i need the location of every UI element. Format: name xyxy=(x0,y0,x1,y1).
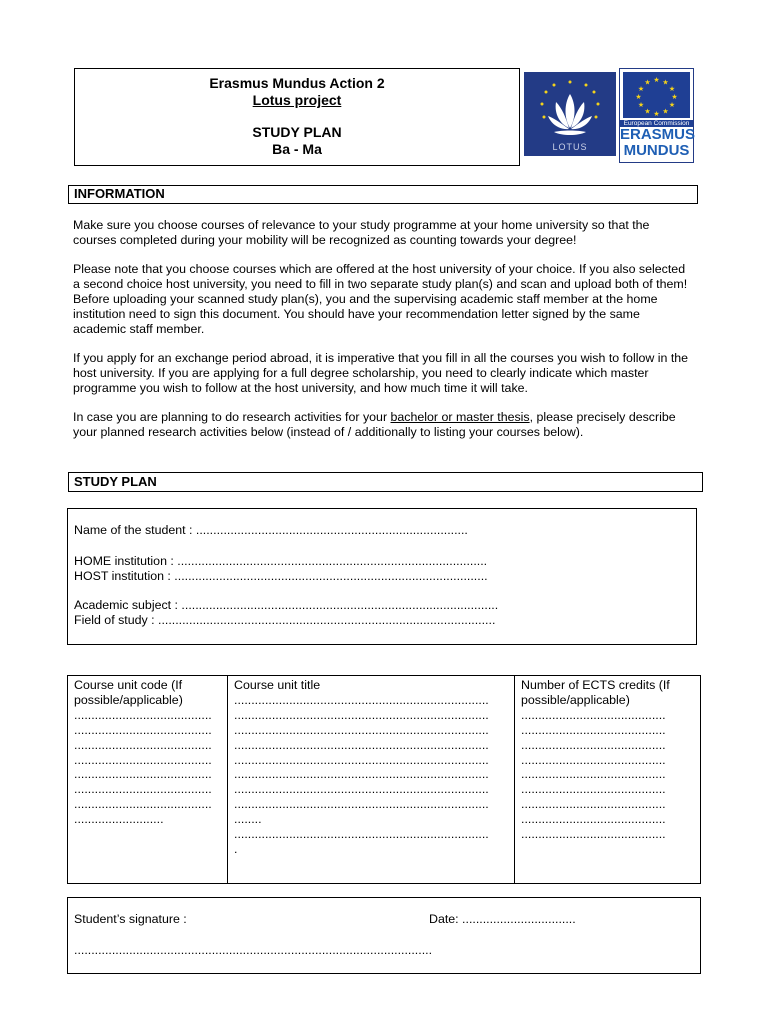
dotted-entry-line[interactable]: ........................................ xyxy=(74,707,212,722)
erasmus-word: ERASMUS xyxy=(620,126,696,143)
dotted-entry-line[interactable]: ........ xyxy=(234,812,262,827)
dotted-entry-line[interactable]: .......................................................................... xyxy=(234,692,489,707)
study-plan-heading: STUDY PLAN xyxy=(68,472,703,492)
dotted-entry-line[interactable]: ........................................ xyxy=(74,737,212,752)
dotted-entry-line[interactable]: .......................................... xyxy=(521,767,666,782)
lotus-logo-text: LOTUS xyxy=(552,142,588,152)
dotted-entry-line[interactable]: ........................................ xyxy=(74,767,212,782)
course-title-lines[interactable] xyxy=(234,693,508,857)
svg-text:★: ★ xyxy=(662,78,669,87)
mundus-word: MUNDUS xyxy=(623,142,690,159)
course-title-column[interactable] xyxy=(228,676,515,884)
dotted-entry-line[interactable]: .......................................................................... xyxy=(234,737,489,752)
course-code-lines[interactable] xyxy=(74,708,221,827)
signature-label: Student’s signature : xyxy=(74,912,187,926)
dotted-entry-line[interactable]: . xyxy=(234,841,238,856)
info-paragraph-4-start: In case you are planning to do research activities for your xyxy=(73,410,391,424)
svg-text:★: ★ xyxy=(653,76,660,84)
dotted-entry-line[interactable]: .......................................... xyxy=(521,737,666,752)
dotted-entry-line[interactable]: .......................................................................... xyxy=(234,752,489,767)
svg-text:★: ★ xyxy=(662,107,669,116)
student-name-field[interactable]: Name of the student : ............................................................................... xyxy=(74,523,468,537)
ects-lines[interactable] xyxy=(521,708,694,842)
info-paragraph-4-end: , please precisely describe your planned research activities below (instead of / additionally to listing your courses below). xyxy=(73,410,676,439)
document-subtitle: Ba - Ma xyxy=(272,141,322,157)
table-row xyxy=(68,676,701,884)
course-code-header: Course unit code (If possible/applicable) xyxy=(74,678,183,707)
info-paragraph-3: If you apply for an exchange period abroad, it is imperative that you fill in all the courses you wish to follow in the host university. If you are applying for a full degree scholarship, you need to clearly indicate which master programme you wish to follow at the host university, and how much time it will take. xyxy=(73,351,689,395)
dotted-entry-line[interactable]: .......................................... xyxy=(521,812,666,827)
svg-text:★: ★ xyxy=(644,78,651,87)
dotted-entry-line[interactable]: .......................... xyxy=(74,812,164,827)
signature-box xyxy=(67,897,701,974)
dotted-entry-line[interactable]: .......................................................................... xyxy=(234,707,489,722)
dotted-entry-line[interactable]: .......................................... xyxy=(521,722,666,737)
host-institution-field[interactable]: HOST institution : ........................................................................................... xyxy=(74,569,488,583)
svg-text:★: ★ xyxy=(653,110,660,118)
dotted-entry-line[interactable]: ........................................ xyxy=(74,722,212,737)
dotted-entry-line[interactable]: .......................................... xyxy=(521,827,666,842)
european-commission-label: European Commission xyxy=(620,120,693,127)
svg-text:★: ★ xyxy=(644,107,651,116)
thesis-underlined-text: bachelor or master thesis xyxy=(390,410,530,424)
dotted-entry-line[interactable]: .......................................................................... xyxy=(234,827,489,842)
info-paragraph-2: Please note that you choose courses which are offered at the host university of your choice. If you also selected a second choice host university, you need to fill in two separate study plan(s) and scan and upload both of them! Before uploading your scanned study plan(s), you and the supervising academic staff member at the home institution need to sign this document. You should have your recommendation letter signed by the same academic staff member. xyxy=(73,262,688,336)
info-paragraph-1: Make sure you choose courses of relevance to your study programme at your home university so that the courses completed during your mobility will be recognized as counting towards your degree! xyxy=(73,218,650,247)
document-title: STUDY PLAN xyxy=(252,124,342,140)
dotted-entry-line[interactable]: .......................................................................... xyxy=(234,782,489,797)
ects-header: Number of ECTS credits (If possible/applicable) xyxy=(521,678,670,707)
svg-text:★: ★ xyxy=(637,85,645,93)
home-institution-field[interactable]: HOME institution : .......................................................................................... xyxy=(74,554,488,568)
title-box xyxy=(74,68,520,166)
eu-flag-icon xyxy=(623,72,690,118)
course-code-column[interactable] xyxy=(68,676,228,884)
student-info-box xyxy=(67,508,697,645)
svg-text:★: ★ xyxy=(671,93,678,101)
svg-text:★: ★ xyxy=(668,101,676,109)
program-title: Erasmus Mundus Action 2 xyxy=(209,75,385,91)
svg-text:★: ★ xyxy=(635,93,642,101)
erasmus-mundus-logo xyxy=(619,68,694,163)
project-title: Lotus project xyxy=(252,92,342,108)
dotted-entry-line[interactable]: .......................................... xyxy=(521,752,666,767)
signature-line[interactable]: ........................................................................................................ xyxy=(74,943,433,957)
dotted-entry-line[interactable]: .......................................... xyxy=(521,797,666,812)
dotted-entry-line[interactable]: .......................................................................... xyxy=(234,722,489,737)
dotted-entry-line[interactable]: .......................................................................... xyxy=(234,767,489,782)
academic-subject-field[interactable]: Academic subject : ............................................................................................ xyxy=(74,598,499,612)
dotted-entry-line[interactable]: ........................................ xyxy=(74,782,212,797)
field-of-study-field[interactable]: Field of study : .................................................................................................. xyxy=(74,613,496,627)
info-paragraph-4 xyxy=(73,410,693,440)
course-table xyxy=(67,675,701,884)
lotus-logo xyxy=(524,72,616,156)
dotted-entry-line[interactable]: ........................................ xyxy=(74,752,212,767)
course-title-header: Course unit title xyxy=(234,678,321,692)
dotted-entry-line[interactable]: .......................................... xyxy=(521,782,666,797)
dotted-entry-line[interactable]: .......................................................................... xyxy=(234,797,489,812)
ects-column[interactable] xyxy=(515,676,701,884)
svg-text:★: ★ xyxy=(637,101,645,109)
date-field[interactable]: Date: ................................. xyxy=(429,912,576,926)
dotted-entry-line[interactable]: .......................................... xyxy=(521,707,666,722)
dotted-entry-line[interactable]: ........................................ xyxy=(74,797,212,812)
svg-text:★: ★ xyxy=(668,85,676,93)
information-heading: INFORMATION xyxy=(68,185,698,204)
